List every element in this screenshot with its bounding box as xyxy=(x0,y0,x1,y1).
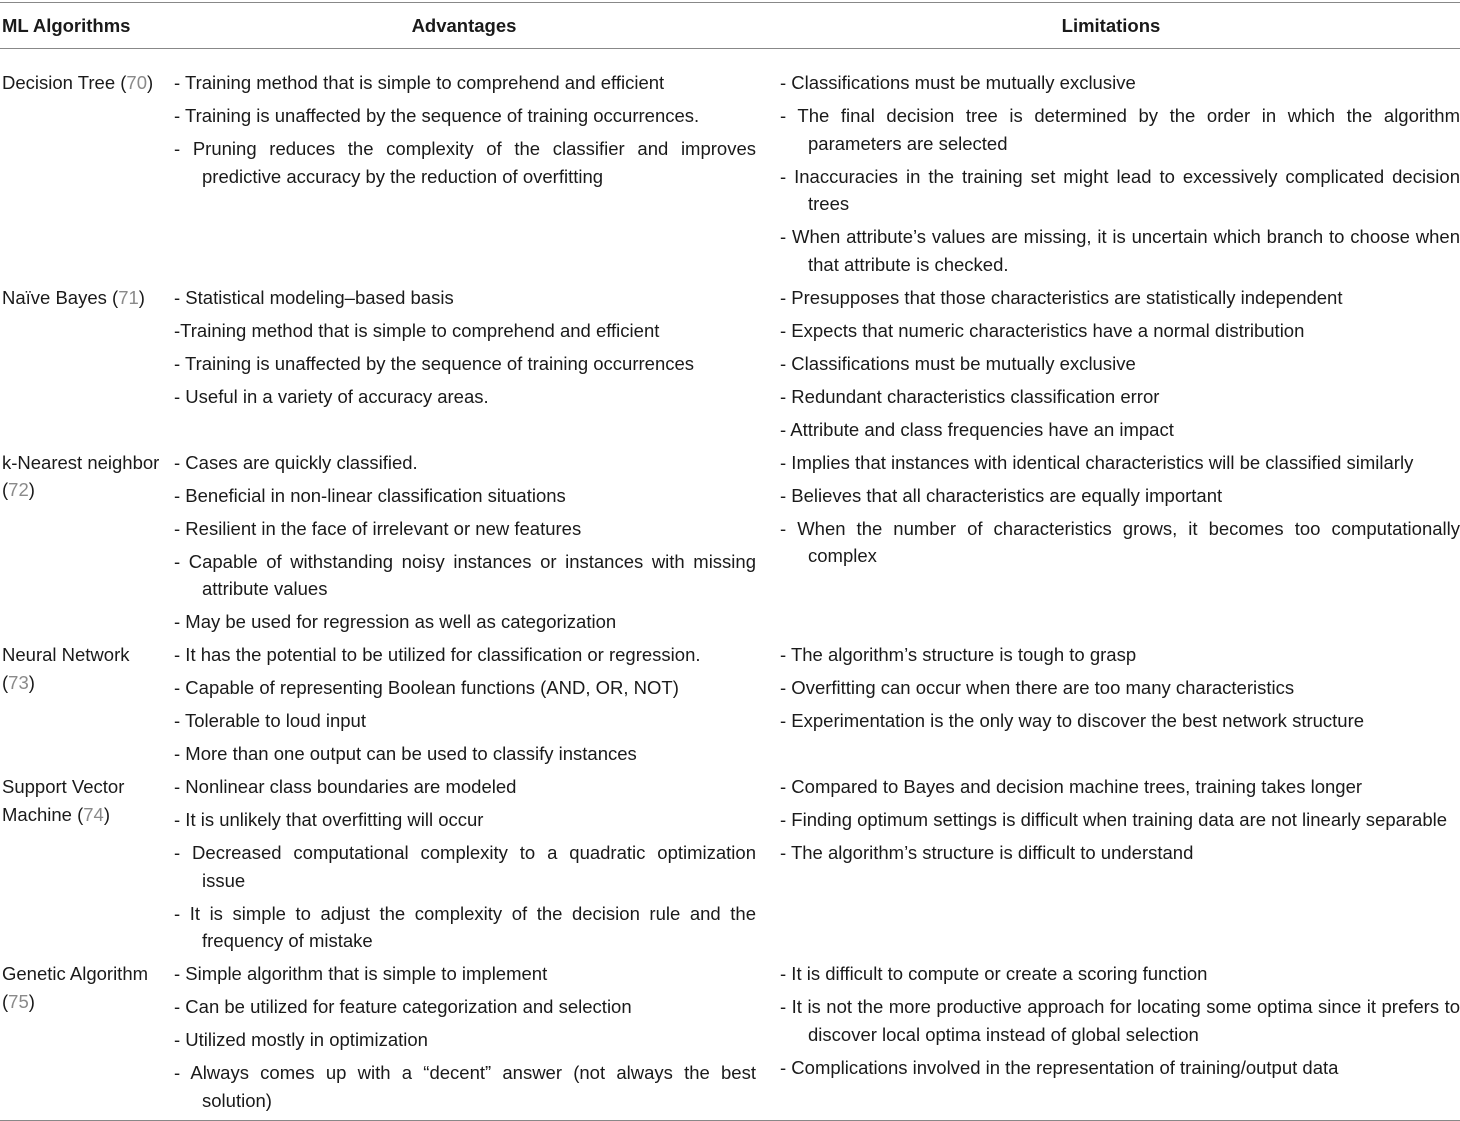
advantages-cell xyxy=(166,449,762,642)
advantage-item: - Useful in a variety of accuracy areas. xyxy=(174,385,489,407)
advantage-item: - Simple algorithm that is simple to implement xyxy=(174,963,548,984)
algorithm-name: Support Vector Machine xyxy=(2,776,125,825)
limitation-item: - The final decision tree is determined by the order in which the algorithm parameters are selected xyxy=(780,105,1460,154)
algorithm-cell: Naïve Bayes (71) xyxy=(2,286,145,308)
reference-link[interactable]: 74 xyxy=(83,803,104,825)
limitations-cell xyxy=(762,641,1460,773)
limitation-item: - The algorithm’s structure is tough to grasp xyxy=(780,644,1137,665)
advantage-item: - Resilient in the face of irrelevant or new features xyxy=(174,517,582,539)
limitations-list xyxy=(774,960,1460,1081)
limitation-item: - Redundant characteristics classification error xyxy=(780,385,1160,407)
advantage-item: - Nonlinear class boundaries are modeled xyxy=(174,776,517,797)
algorithm-name: Genetic Algorithm xyxy=(2,963,149,984)
advantage-item: - May be used for regression as well as categorization xyxy=(174,611,617,632)
header-ml-algorithms: ML Algorithms xyxy=(0,3,166,49)
advantage-item: - Capable of representing Boolean functions (AND, OR, NOT) xyxy=(174,677,679,698)
limitation-item: - Expects that numeric characteristics have a normal distribution xyxy=(780,319,1305,341)
limitation-item: - Finding optimum settings is difficult when training data are not linearly separable xyxy=(780,809,1448,830)
advantage-item: - Utilized mostly in optimization xyxy=(174,1029,428,1050)
advantage-item: - Statistical modeling–based basis xyxy=(174,286,454,308)
algorithm-cell: Decision Tree (70) xyxy=(2,72,154,93)
limitation-item: - Complications involved in the representation of training/output data xyxy=(780,1056,1339,1078)
limitation-item: - Experimentation is the only way to discover the best network structure xyxy=(780,710,1365,731)
table-row xyxy=(0,641,1460,773)
advantages-list xyxy=(166,449,762,636)
reference-link[interactable]: 73 xyxy=(8,671,29,693)
algorithm-name: Neural Network xyxy=(2,644,130,665)
limitation-item: - It is not the more productive approach for locating some optima since it prefers to discover local optima instead of global selection xyxy=(780,996,1460,1045)
limitation-item: - Overfitting can occur when there are too many characteristics xyxy=(780,677,1295,698)
table-row xyxy=(0,773,1460,960)
algorithm-name: Naïve Bayes xyxy=(2,286,107,308)
advantage-item: - Training is unaffected by the sequence of training occurrences xyxy=(174,352,695,374)
algorithm-name: k-Nearest neighbor xyxy=(2,451,160,473)
limitations-list xyxy=(774,69,1460,278)
ml-comparison-table xyxy=(0,2,1460,1121)
advantage-item: - Beneficial in non-linear classification situations xyxy=(174,484,566,506)
advantage-item: -Training method that is simple to comprehend and efficient xyxy=(174,319,660,341)
header-advantages: Advantages xyxy=(166,3,762,49)
advantages-list xyxy=(166,69,762,190)
advantage-item: - Cases are quickly classified. xyxy=(174,451,418,473)
reference-link[interactable]: 75 xyxy=(8,990,29,1012)
limitations-list xyxy=(774,641,1460,735)
limitations-list xyxy=(774,449,1460,570)
reference-link[interactable]: 72 xyxy=(8,479,29,500)
advantage-item: - Pruning reduces the complexity of the classifier and improves predictive accuracy by the reduction of overfitting xyxy=(174,138,756,187)
limitations-cell xyxy=(762,49,1460,284)
table-row xyxy=(0,49,1460,284)
algorithm-cell: Genetic Algorithm (75) xyxy=(0,960,166,1120)
limitations-list xyxy=(774,773,1460,867)
limitation-item: - Presupposes that those characteristics are statistically independent xyxy=(780,286,1343,308)
advantages-list xyxy=(166,960,762,1114)
advantage-item: - More than one output can be used to classify instances xyxy=(174,743,637,764)
advantage-item: - Always comes up with a “decent” answer (not always the best solution) xyxy=(174,1062,756,1111)
advantage-item: - Training method that is simple to comprehend and efficient xyxy=(174,72,665,93)
advantages-cell xyxy=(166,641,762,773)
limitations-list xyxy=(774,284,1460,444)
limitation-item: - Classifications must be mutually exclusive xyxy=(780,352,1136,374)
limitation-item: - Implies that instances with identical characteristics will be classified similarly xyxy=(780,451,1414,473)
algorithm-cell: Neural Network (73) xyxy=(2,644,130,693)
limitations-cell xyxy=(762,960,1460,1120)
header-limitations: Limitations xyxy=(762,3,1460,49)
advantage-item: - It is simple to adjust the complexity of the decision rule and the frequency of mistake xyxy=(174,902,756,951)
limitation-item: - Attribute and class frequencies have an impact xyxy=(780,418,1174,440)
table-row xyxy=(0,449,1460,642)
table-row xyxy=(0,960,1460,1120)
advantage-item: - Tolerable to loud input xyxy=(174,710,366,731)
reference-link[interactable]: 70 xyxy=(126,72,147,93)
table-row xyxy=(0,284,1460,449)
limitation-item: - It is difficult to compute or create a scoring function xyxy=(780,963,1208,984)
advantage-item: - Decreased computational complexity to a quadratic optimization issue xyxy=(174,842,756,891)
advantage-item: - It is unlikely that overfitting will occur xyxy=(174,809,484,830)
limitations-cell xyxy=(762,773,1460,960)
algorithm-name: Decision Tree xyxy=(2,72,116,93)
limitation-item: - When the number of characteristics grows, it becomes too computationally complex xyxy=(780,517,1460,566)
algorithm-cell: Support Vector Machine (74) xyxy=(2,776,125,825)
advantages-cell xyxy=(166,49,762,284)
reference-link[interactable]: 71 xyxy=(118,286,139,308)
advantage-item: - Training is unaffected by the sequence of training occurrences. xyxy=(174,105,700,126)
advantages-cell xyxy=(166,960,762,1120)
table-body xyxy=(0,49,1460,1121)
table-header-row xyxy=(0,3,1460,49)
advantage-item: - Can be utilized for feature categorization and selection xyxy=(174,996,632,1017)
advantages-cell xyxy=(166,773,762,960)
advantages-cell xyxy=(166,284,762,449)
advantage-item: - It has the potential to be utilized for classification or regression. xyxy=(174,644,701,665)
limitations-cell xyxy=(762,449,1460,642)
limitation-item: - Compared to Bayes and decision machine trees, training takes longer xyxy=(780,776,1363,797)
advantages-list xyxy=(166,773,762,955)
limitation-item: - The algorithm’s structure is difficult to understand xyxy=(780,842,1194,863)
advantages-list xyxy=(166,641,762,768)
advantages-list xyxy=(166,284,762,411)
advantage-item: - Capable of withstanding noisy instances or instances with missing attribute values xyxy=(174,550,756,599)
limitation-item: - Classifications must be mutually exclusive xyxy=(780,72,1136,93)
limitation-item: - Believes that all characteristics are equally important xyxy=(780,484,1223,506)
algorithm-cell: k-Nearest neighbor (72) xyxy=(2,451,160,500)
limitation-item: - Inaccuracies in the training set might lead to excessively complicated decision trees xyxy=(780,165,1460,214)
limitation-item: - When attribute’s values are missing, it is uncertain which branch to choose when that attribute is checked. xyxy=(780,226,1460,275)
limitations-cell xyxy=(762,284,1460,449)
